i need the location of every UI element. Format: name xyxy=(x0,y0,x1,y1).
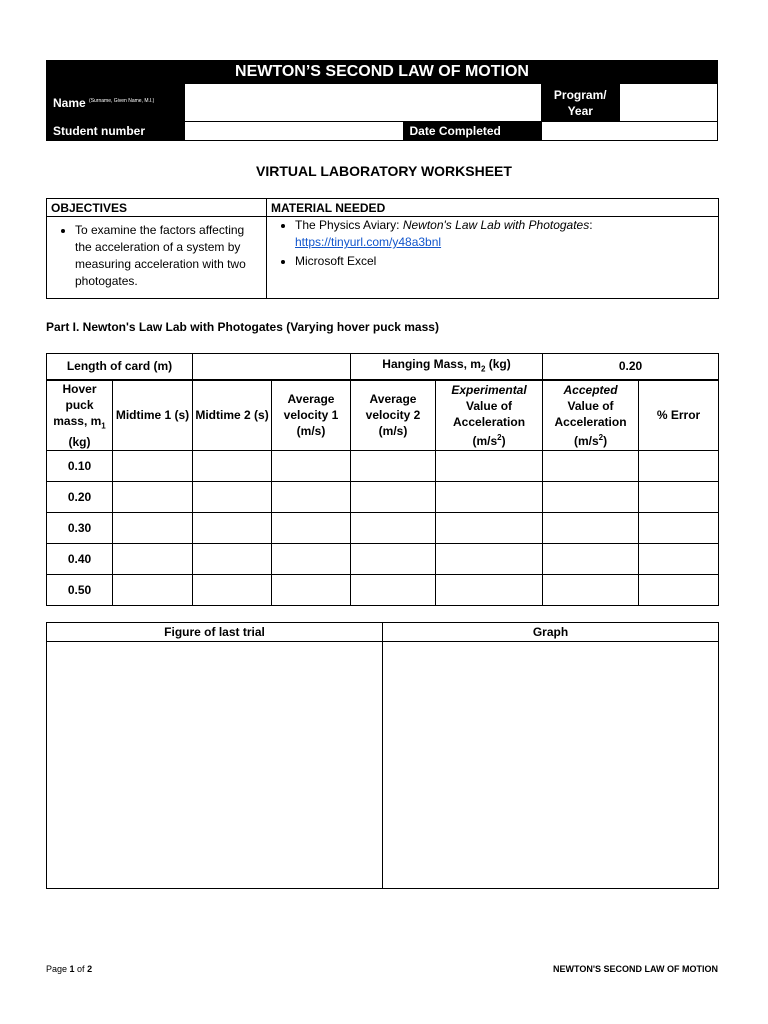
hover-mass-cell: 0.40 xyxy=(47,543,113,574)
col-avg-velocity2: Average velocity 2 (m/s) xyxy=(351,380,436,451)
avg-velocity1-cell[interactable] xyxy=(272,574,351,605)
table-row xyxy=(47,574,719,605)
experimental-acceleration-cell[interactable] xyxy=(436,543,543,574)
midtime2-cell[interactable] xyxy=(193,450,272,481)
col-midtime2: Midtime 2 (s) xyxy=(193,380,272,451)
avg-velocity2-cell[interactable] xyxy=(351,543,436,574)
materials-cell xyxy=(267,217,719,299)
midtime1-cell[interactable] xyxy=(113,512,193,543)
figure-graph-table xyxy=(46,622,719,889)
name-field[interactable] xyxy=(185,84,542,122)
midtime2-cell[interactable] xyxy=(193,512,272,543)
percent-error-cell[interactable] xyxy=(639,512,719,543)
part1-heading: Part I. Newton's Law Lab with Photogates (Varying hover puck mass) xyxy=(46,320,439,334)
physics-aviary-link[interactable]: https://tinyurl.com/y48a3bnl xyxy=(295,235,442,249)
objectives-header: OBJECTIVES xyxy=(47,199,267,217)
avg-velocity1-cell[interactable] xyxy=(272,450,351,481)
graph-header: Graph xyxy=(383,623,719,642)
experimental-acceleration-cell[interactable] xyxy=(436,450,543,481)
worksheet-title: VIRTUAL LABORATORY WORKSHEET xyxy=(256,163,512,179)
avg-velocity1-cell[interactable] xyxy=(272,512,351,543)
materials-header: MATERIAL NEEDED xyxy=(267,199,719,217)
avg-velocity1-cell[interactable] xyxy=(272,481,351,512)
hover-mass-cell: 0.30 xyxy=(47,512,113,543)
midtime1-cell[interactable] xyxy=(113,543,193,574)
hover-mass-cell: 0.20 xyxy=(47,481,113,512)
objective-item: • To examine the factors affecting the acceleration of a system by measuring acceleration with two photogates. xyxy=(75,222,262,290)
name-label: Name $^{(Surname, Given Name, M.I.)}$ xyxy=(47,84,185,122)
hanging-mass-label: Hanging Mass, $m_2$ (kg) xyxy=(351,354,543,380)
page-number: Page 1 of 2 xyxy=(46,964,93,974)
experimental-acceleration-cell[interactable] xyxy=(436,512,543,543)
table-row xyxy=(47,543,719,574)
accepted-acceleration-cell[interactable] xyxy=(543,543,639,574)
accepted-acceleration-cell[interactable] xyxy=(543,450,639,481)
objectives-cell xyxy=(47,217,267,299)
col-midtime1: Midtime 1 (s) xyxy=(113,380,193,451)
table-row xyxy=(47,512,719,543)
accepted-acceleration-cell[interactable] xyxy=(543,481,639,512)
footer-title: NEWTON'S SECOND LAW OF MOTION xyxy=(553,964,718,974)
hanging-mass-value: 0.20 xyxy=(543,354,719,380)
col-accepted-acceleration: Accepted Value of Acceleration $(m/s^2)$ xyxy=(543,380,639,451)
student-number-field[interactable] xyxy=(185,122,403,141)
percent-error-cell[interactable] xyxy=(639,450,719,481)
student-number-label: Student number xyxy=(47,122,185,141)
avg-velocity2-cell[interactable] xyxy=(351,574,436,605)
avg-velocity2-cell[interactable] xyxy=(351,450,436,481)
experimental-acceleration-cell[interactable] xyxy=(436,574,543,605)
date-completed-label: Date Completed xyxy=(403,122,541,141)
midtime2-cell[interactable] xyxy=(193,574,272,605)
experimental-acceleration-cell[interactable] xyxy=(436,481,543,512)
accepted-acceleration-cell[interactable] xyxy=(543,512,639,543)
material-item-excel: • Microsoft Excel xyxy=(295,253,714,270)
data-table xyxy=(46,353,719,606)
student-info-table xyxy=(46,83,718,141)
midtime1-cell[interactable] xyxy=(113,481,193,512)
percent-error-cell[interactable] xyxy=(639,574,719,605)
table-row xyxy=(47,481,719,512)
midtime2-cell[interactable] xyxy=(193,543,272,574)
program-year-label: Program/ Year xyxy=(541,84,619,122)
date-completed-field[interactable] xyxy=(541,122,717,141)
midtime1-cell[interactable] xyxy=(113,450,193,481)
percent-error-cell[interactable] xyxy=(639,543,719,574)
avg-velocity1-cell[interactable] xyxy=(272,543,351,574)
midtime1-cell[interactable] xyxy=(113,574,193,605)
hover-mass-cell: 0.10 xyxy=(47,450,113,481)
objectives-table xyxy=(46,198,719,299)
midtime2-cell[interactable] xyxy=(193,481,272,512)
accepted-acceleration-cell[interactable] xyxy=(543,574,639,605)
graph-area[interactable] xyxy=(383,642,719,889)
program-year-field[interactable] xyxy=(619,84,717,122)
col-experimental-acceleration: Experimental Value of Acceleration $(m/s^2)$ xyxy=(436,380,543,451)
table-row xyxy=(47,450,719,481)
figure-of-last-trial-area[interactable] xyxy=(47,642,383,889)
percent-error-cell[interactable] xyxy=(639,481,719,512)
length-of-card-value[interactable] xyxy=(193,354,351,380)
col-hover-mass: Hover puck mass, $m_1$ (kg) xyxy=(47,380,113,451)
avg-velocity2-cell[interactable] xyxy=(351,481,436,512)
col-avg-velocity1: Average velocity 1 (m/s) xyxy=(272,380,351,451)
document-title: NEWTON’S SECOND LAW OF MOTION xyxy=(46,60,718,83)
name-sublabel: (Surname, Given Name, M.I.) xyxy=(89,97,155,104)
hover-mass-cell: 0.50 xyxy=(47,574,113,605)
material-item-physics-aviary: • The Physics Aviary: Newton's Law Lab with Photogates: https://tinyurl.com/y48a3bnl xyxy=(295,217,714,251)
length-of-card-label: Length of card (m) xyxy=(47,354,193,380)
col-percent-error: % Error xyxy=(639,380,719,451)
figure-of-last-trial-header: Figure of last trial xyxy=(47,623,383,642)
avg-velocity2-cell[interactable] xyxy=(351,512,436,543)
